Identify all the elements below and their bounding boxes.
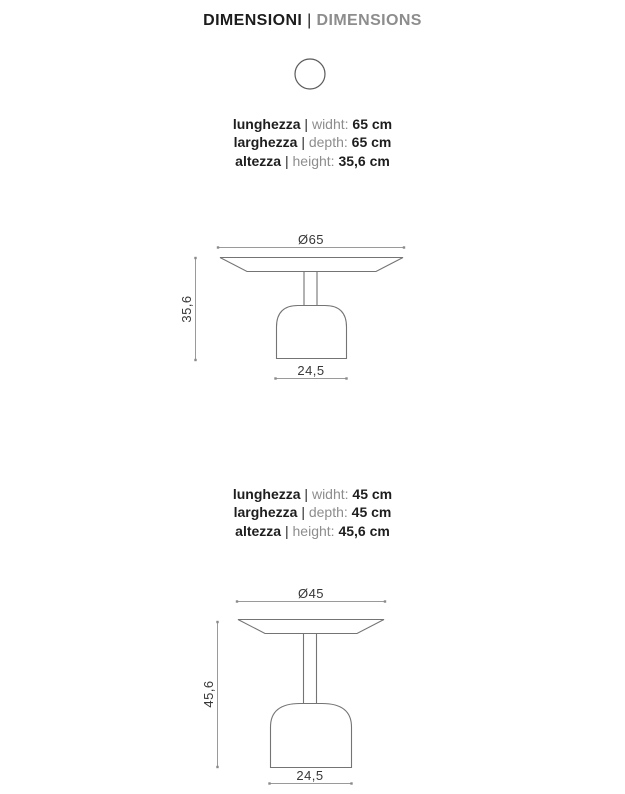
dimension-tick: [194, 257, 196, 259]
title-separator: |: [307, 12, 312, 29]
diameter-dimension-label: Ø65: [297, 232, 325, 247]
spec-label-english: height:: [292, 522, 335, 539]
spec-separator: |: [301, 134, 305, 151]
spec-label-english: widht:: [311, 486, 349, 502]
spec-label-italian: larghezza: [233, 134, 298, 151]
dimension-tick: [216, 621, 218, 623]
spec-label-english: depth:: [308, 504, 348, 521]
height-dimension-label: 45,6: [201, 680, 216, 708]
dimension-tick: [345, 377, 347, 379]
dimension-tick: [216, 766, 218, 768]
table-base-outline: [277, 306, 347, 359]
table-top-outline: [220, 258, 403, 272]
title-english: DIMENSIONS: [316, 12, 422, 29]
diameter-dimension-label: Ø45: [297, 586, 325, 601]
spec-value: 65 cm: [352, 116, 393, 132]
spec-row-height: [0, 522, 625, 540]
spec-value: 65 cm: [351, 134, 392, 151]
spec-label-italian: lunghezza: [232, 116, 301, 132]
dimension-tick: [274, 377, 276, 379]
spec-label-english: height:: [292, 152, 335, 169]
dimension-tick: [268, 782, 270, 784]
base-width-dimension-label: 24,5: [296, 768, 324, 783]
spec-value: 45,6 cm: [338, 522, 390, 539]
dimension-tick: [403, 246, 405, 248]
dimension-tick: [194, 359, 196, 361]
base-width-dimension-label: 24,5: [297, 363, 325, 378]
spec-row-width: [0, 115, 625, 133]
dimension-tick: [350, 782, 352, 784]
spec-value: 45 cm: [352, 486, 393, 502]
height-dimension-label: 35,6: [179, 295, 194, 323]
spec-row-depth: [0, 503, 625, 521]
table-top-outline: [238, 620, 384, 634]
spec-list-size-45: [0, 485, 625, 540]
page-title: [0, 12, 625, 30]
spec-label-italian: lunghezza: [232, 486, 301, 502]
side-view-drawing-size-45: [170, 580, 430, 794]
spec-separator: |: [284, 152, 289, 169]
spec-row-height: [0, 152, 625, 170]
spec-label-english: depth:: [308, 134, 348, 151]
spec-label-italian: altezza: [235, 522, 282, 539]
spec-value: 35,6 cm: [338, 152, 390, 169]
spec-label-italian: altezza: [235, 152, 282, 169]
table-base-outline: [271, 704, 352, 768]
side-view-drawing-size-65: [170, 225, 430, 390]
spec-list-size-65: [0, 115, 625, 170]
spec-label-italian: larghezza: [233, 504, 298, 521]
spec-separator: |: [304, 116, 309, 132]
spec-label-english: widht:: [311, 116, 349, 132]
dimension-tick: [217, 246, 219, 248]
spec-separator: |: [304, 486, 309, 502]
title-italian: DIMENSIONI: [203, 12, 303, 29]
spec-separator: |: [301, 504, 305, 521]
dimension-tick: [384, 600, 386, 602]
spec-value: 45 cm: [351, 504, 392, 521]
spec-separator: |: [284, 522, 289, 539]
spec-row-width: [0, 485, 625, 503]
dimension-tick: [236, 600, 238, 602]
spec-row-depth: [0, 133, 625, 151]
table-top-view-circle-icon: [293, 57, 327, 91]
